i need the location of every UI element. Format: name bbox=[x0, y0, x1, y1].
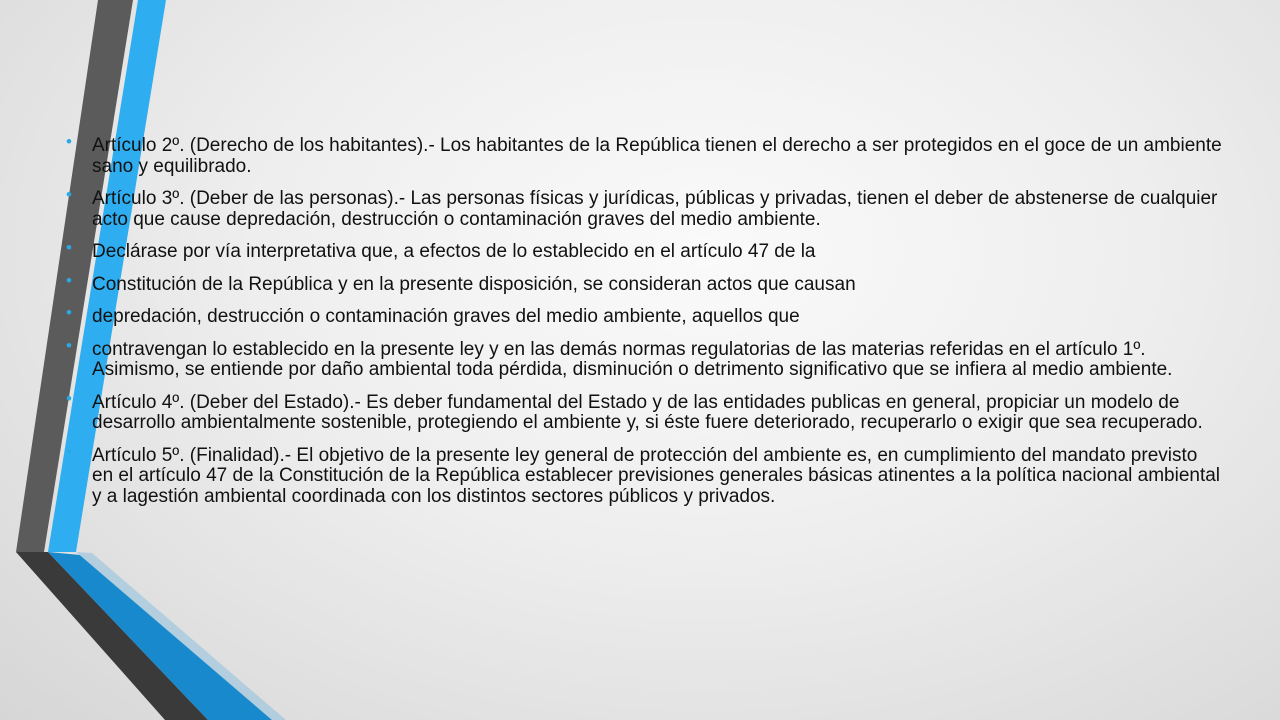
bullet-icon: • bbox=[66, 185, 72, 204]
bullet-icon: • bbox=[66, 335, 72, 355]
list-item bbox=[66, 335, 1222, 381]
bullet-icon: • bbox=[66, 388, 72, 408]
paragraph-text: Artículo 3º. (Deber de las personas).- Las personas físicas y jurídicas, públicas y privadas, tienen el deber de abstenerse de cualquier acto que cause depredación, destrucción o contaminación graves del medio ambiente. bbox=[92, 188, 1218, 230]
paragraph-text: Artículo 2º. (Derecho de los habitantes).- Los habitantes de la República tienen el derecho a ser protegidos en el goce de un ambiente sano y equilibrado. bbox=[92, 135, 1222, 177]
bullet-icon: • bbox=[66, 270, 72, 290]
paragraph-text: Declárase por vía interpretativa que, a efectos de lo establecido en el artículo 47 de la bbox=[92, 241, 816, 262]
paragraph-text: Artículo 5º. (Finalidad).- El objetivo de la presente ley general de protección del ambiente es, en cumplimiento del mandato previsto en el artículo 47 de la Constitución de la República establecer previsiones generales básicas atinentes a la política nacional ambiental y a lagestión ambiental coordinada con los distintos sectores públicos y privados. bbox=[92, 444, 1221, 507]
list-item bbox=[66, 303, 1222, 328]
paragraph-text: contravengan lo establecido en la presente ley y en las demás normas regulatorias de las materias referidas en el artículo 1º. Asimismo, se entiende por daño ambiental toda pérdida, disminución o detrimento significativo que se infiera al medio ambiente. bbox=[92, 338, 1173, 380]
list-item bbox=[66, 132, 1222, 177]
list-item bbox=[66, 388, 1222, 434]
list-item bbox=[66, 441, 1222, 508]
bullet-icon: • bbox=[66, 238, 72, 257]
bullet-icon: • bbox=[66, 303, 72, 322]
list-item bbox=[66, 185, 1222, 230]
paragraph-text: Constitución de la República y en la presente disposición, se consideran actos que causan bbox=[92, 273, 856, 295]
paragraph-text: Artículo 4º. (Deber del Estado).- Es deber fundamental del Estado y de las entidades publicas en general, propiciar un modelo de desarrollo ambientalmente sostenible, protegiendo el ambiente y, si éste fuere deteriorado, recuperarlo o exigir que sea recuperado. bbox=[92, 391, 1203, 433]
list-item bbox=[66, 270, 1222, 296]
bullet-icon: • bbox=[66, 441, 72, 461]
paragraph-text: depredación, destrucción o contaminación graves del medio ambiente, aquellos que bbox=[92, 306, 800, 327]
slide-content bbox=[66, 132, 1222, 519]
list-item bbox=[66, 238, 1222, 263]
bullet-icon: • bbox=[66, 132, 72, 151]
